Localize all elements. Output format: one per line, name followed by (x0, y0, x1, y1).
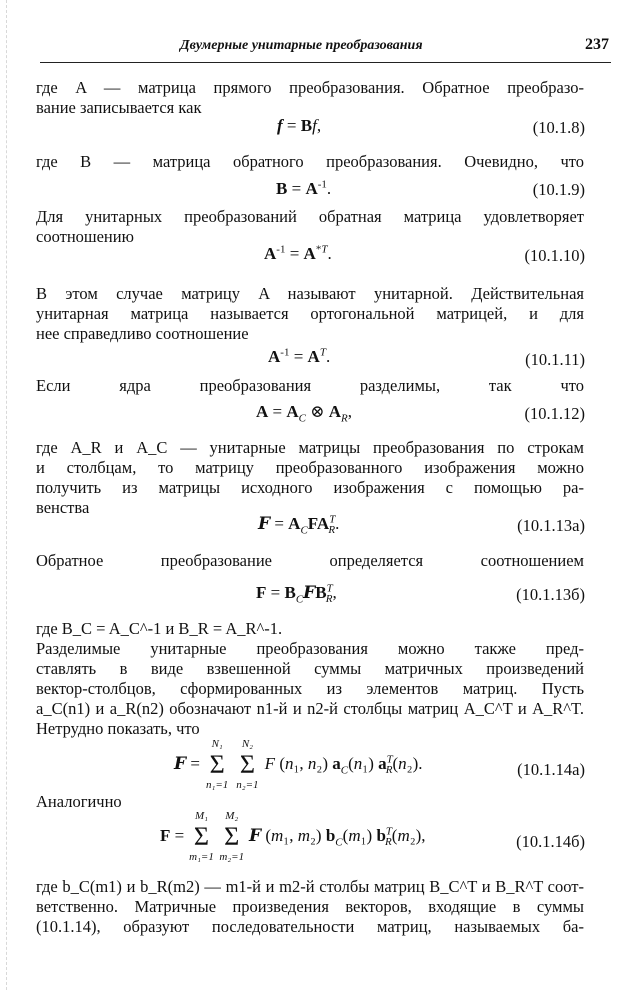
text-line: венства (36, 498, 90, 517)
text-line: В этом случае матрицу A называют унитарной. Действительная (36, 284, 584, 303)
page-header (40, 36, 611, 63)
text-line: вектор-столбцов, сформированных из элементов матриц. Пусть (36, 679, 584, 698)
equation-number: (10.1.12) (524, 404, 585, 423)
equation-number: (10.1.14а) (517, 760, 585, 779)
running-title: Двумерные унитарные преобразования (180, 38, 423, 53)
text-line: получить из матрицы исходного изображения с помощью ра- (36, 478, 584, 497)
page-edge (6, 0, 7, 990)
equation-number: (10.1.13а) (517, 516, 585, 535)
equation-number: (10.1.10) (524, 246, 585, 265)
equation-number: (10.1.11) (525, 350, 585, 369)
equation-10-1-13a: $F = A_CFA^T_R$. (258, 513, 340, 537)
text-line: (10.1.14), образуют последовательности матриц, называемых ба- (36, 917, 584, 936)
sum-symbol: Σ M₂ m₂=1 (219, 810, 245, 863)
text-line: где B — матрица обратного преобразования. Очевидно, что (36, 152, 584, 171)
equation-10-1-9: $B = A^{-1}$. (276, 178, 332, 198)
equation-10-1-14a: F = Σ N₁ n₁=1 Σ N₂ n₂=1 F (n₁, n₂) $a_C(n_1)$ $a^T_R(n_2)$. (174, 738, 423, 791)
equation-10-1-14b: F = Σ M₁ m₁=1 Σ M₂ m₂=1 F (m₁, m₂) $b_C(m_1)$ $b^T_R(m_2)$, (160, 810, 426, 863)
text-line: где A_R и A_C — унитарные матрицы преобразования по строкам (36, 438, 584, 457)
text-line: Разделимые унитарные преобразования можно также пред- (36, 639, 584, 658)
text-line: a_C(n1) и a_R(n2) обозначают n1-й и n2-й столбцы матриц A_C^T и A_R^T. (36, 699, 584, 718)
text-line: вание записывается как (36, 98, 202, 117)
text-line: соотношению (36, 227, 134, 246)
equation-number: (10.1.8) (532, 118, 585, 137)
sum-symbol: Σ M₁ m₁=1 (189, 810, 214, 863)
text-line: Для унитарных преобразований обратная матрица удовлетворяет (36, 207, 584, 226)
text-line: где A — матрица прямого преобразования. Обратное преобразо- (36, 78, 584, 97)
text-line: и столбцам, то матрицу преобразованного изображения можно (36, 458, 584, 477)
sum-symbol: Σ N₂ n₂=1 (236, 738, 259, 791)
text-line: ветственно. Матричные произведения векторов, входящие в суммы (36, 897, 584, 916)
equation-10-1-12: $A = A_C$ ⊗ $A_R$, (256, 402, 353, 425)
text-line: где b_C(m1) и b_R(m2) — m1-й и m2-й столбы матриц B_C^T и B_R^T соот- (36, 877, 584, 896)
equation-number: (10.1.14б) (516, 832, 585, 851)
equation-10-1-13b: $F = B_CFB^T_R$, (256, 582, 337, 606)
equation-number: (10.1.9) (532, 180, 585, 199)
text-line: Нетрудно показать, что (36, 719, 200, 738)
text-line: ставлять в виде взвешенной суммы матричных произведений (36, 659, 584, 678)
text-line: Обратное преобразование определяется соотношением (36, 551, 584, 570)
text-line: нее справедливо соотношение (36, 324, 249, 343)
equation-number: (10.1.13б) (516, 585, 585, 604)
text-line: Если ядра преобразования разделимы, так что (36, 376, 584, 395)
sum-symbol: Σ N₁ n₁=1 (206, 738, 229, 791)
equation-10-1-11: $A^{-1} = A^T$. (268, 346, 331, 366)
text-line: Аналогично (36, 792, 122, 811)
equation-10-1-10: $A^{-1} = A^{*T}$. (264, 243, 332, 263)
text-line: где B_C = A_C^-1 и B_R = A_R^-1. (36, 619, 283, 638)
page-number: 237 (585, 36, 609, 53)
equation-10-1-8: f = Bf, (277, 116, 322, 135)
text-line: унитарная матрица называется ортогональной матрицей, и для (36, 304, 584, 323)
